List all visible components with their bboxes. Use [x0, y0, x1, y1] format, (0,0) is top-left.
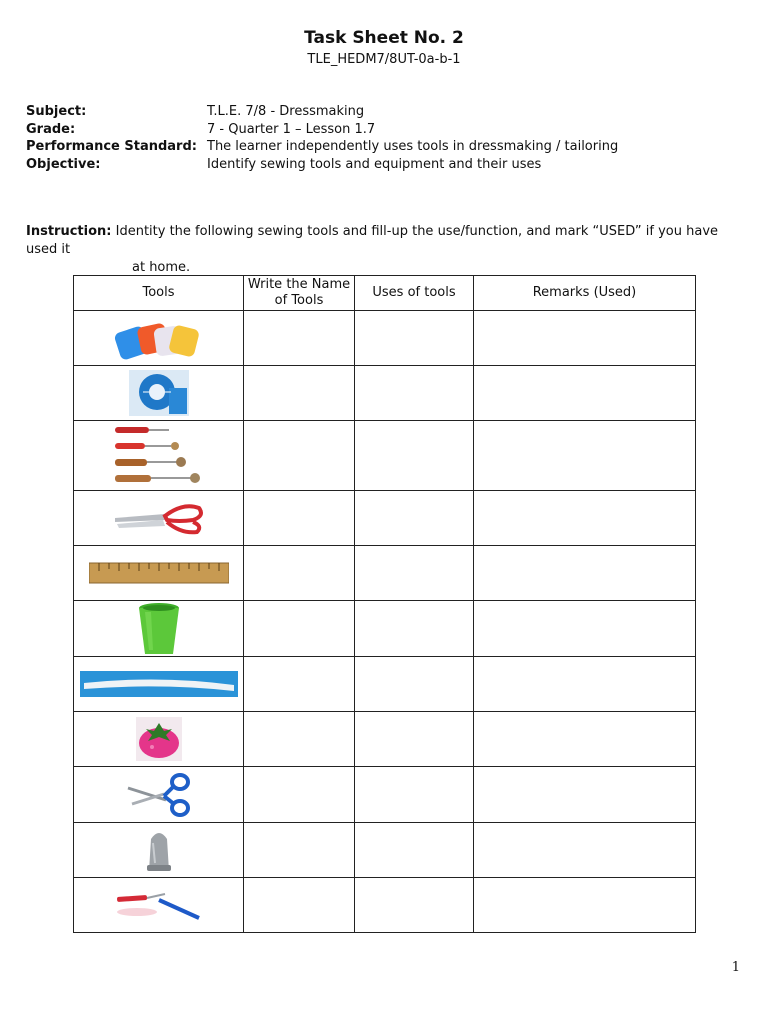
meta-value: The learner independently uses tools in dressmaking / tailoring	[207, 139, 619, 154]
meta-key: Subject:	[26, 104, 87, 119]
tracing-wheels-icon	[111, 425, 207, 487]
remarks-cell[interactable]	[474, 878, 696, 933]
uses-cell[interactable]	[355, 601, 474, 657]
meta-key: Grade:	[26, 121, 76, 137]
name-cell[interactable]	[244, 421, 355, 491]
remarks-cell[interactable]	[474, 712, 696, 767]
dressmaker-shears-icon	[113, 498, 205, 538]
uses-cell[interactable]	[355, 311, 474, 366]
uses-cell[interactable]	[355, 491, 474, 546]
meta-info	[26, 103, 618, 173]
tailors-chalk-icon	[113, 315, 205, 361]
tool-image-cell	[74, 311, 244, 366]
blue-scissors-icon	[126, 772, 192, 818]
table-row	[74, 421, 696, 491]
meta-row-grade	[26, 121, 618, 139]
instruction-text: Identity the following sewing tools and fill-up the use/function, and mark “USED” if you have used it	[26, 224, 719, 257]
uses-cell[interactable]	[355, 878, 474, 933]
tape-measure-roll-icon	[129, 370, 189, 416]
tool-image-cell	[74, 366, 244, 421]
name-cell[interactable]	[244, 657, 355, 712]
table-row	[74, 366, 696, 421]
competency-code: TLE_HEDM7/8UT-0a-b-1	[307, 52, 461, 67]
name-cell[interactable]	[244, 491, 355, 546]
meta-key: Performance Standard:	[26, 139, 197, 154]
meta-value: Identify sewing tools and equipment and their uses	[207, 156, 542, 172]
meta-row-objective	[26, 156, 618, 174]
uses-cell[interactable]	[355, 546, 474, 601]
tool-image-cell	[74, 878, 244, 933]
tomato-pin-cushion-icon	[136, 717, 182, 761]
table-header-row	[74, 276, 696, 311]
remarks-cell[interactable]	[474, 601, 696, 657]
remarks-cell[interactable]	[474, 546, 696, 601]
name-cell[interactable]	[244, 366, 355, 421]
meta-row-performance-standard	[26, 138, 618, 156]
uses-cell[interactable]	[355, 366, 474, 421]
table-row	[74, 823, 696, 878]
tool-image-cell	[74, 657, 244, 712]
tool-image-cell	[74, 491, 244, 546]
name-cell[interactable]	[244, 712, 355, 767]
uses-cell[interactable]	[355, 712, 474, 767]
tool-image-cell	[74, 712, 244, 767]
uses-cell[interactable]	[355, 823, 474, 878]
meta-key: Objective:	[26, 156, 101, 172]
table-row	[74, 712, 696, 767]
table-row	[74, 767, 696, 823]
instruction-label: Instruction:	[26, 224, 112, 239]
name-cell[interactable]	[244, 878, 355, 933]
seam-ripper-icon	[113, 888, 205, 922]
name-cell[interactable]	[244, 546, 355, 601]
remarks-cell[interactable]	[474, 823, 696, 878]
thimble-icon	[143, 827, 175, 873]
meter-stick-ruler-icon	[89, 561, 229, 585]
name-cell[interactable]	[244, 311, 355, 366]
name-cell[interactable]	[244, 823, 355, 878]
page-number: 1	[731, 960, 740, 975]
remarks-cell[interactable]	[474, 767, 696, 823]
tool-image-cell	[74, 767, 244, 823]
tool-image-cell	[74, 546, 244, 601]
table-row	[74, 601, 696, 657]
header-name-of-tools: Write the Name of Tools	[244, 276, 355, 311]
remarks-cell[interactable]	[474, 657, 696, 712]
table-row	[74, 311, 696, 366]
meta-row-subject	[26, 103, 618, 121]
flexible-curve-ruler-icon	[80, 671, 238, 697]
instruction-text-line2: at home.	[132, 260, 191, 275]
table-row	[74, 546, 696, 601]
name-cell[interactable]	[244, 601, 355, 657]
table-row	[74, 491, 696, 546]
name-cell[interactable]	[244, 767, 355, 823]
instruction	[26, 223, 736, 277]
remarks-cell[interactable]	[474, 366, 696, 421]
remarks-cell[interactable]	[474, 311, 696, 366]
meta-value: 7 - Quarter 1 – Lesson 1.7	[207, 121, 376, 137]
header-remarks: Remarks (Used)	[474, 276, 696, 311]
meta-value: T.L.E. 7/8 - Dressmaking	[207, 104, 365, 119]
uses-cell[interactable]	[355, 421, 474, 491]
page-title: Task Sheet No. 2	[304, 28, 464, 48]
table-row	[74, 657, 696, 712]
remarks-cell[interactable]	[474, 491, 696, 546]
tool-image-cell	[74, 421, 244, 491]
tools-table	[73, 275, 696, 933]
uses-cell[interactable]	[355, 767, 474, 823]
header-tools: Tools	[74, 276, 244, 311]
uses-cell[interactable]	[355, 657, 474, 712]
table-row	[74, 878, 696, 933]
header-uses-of-tools: Uses of tools	[355, 276, 474, 311]
green-cup-icon	[137, 602, 181, 656]
remarks-cell[interactable]	[474, 421, 696, 491]
tool-image-cell	[74, 823, 244, 878]
tool-image-cell	[74, 601, 244, 657]
